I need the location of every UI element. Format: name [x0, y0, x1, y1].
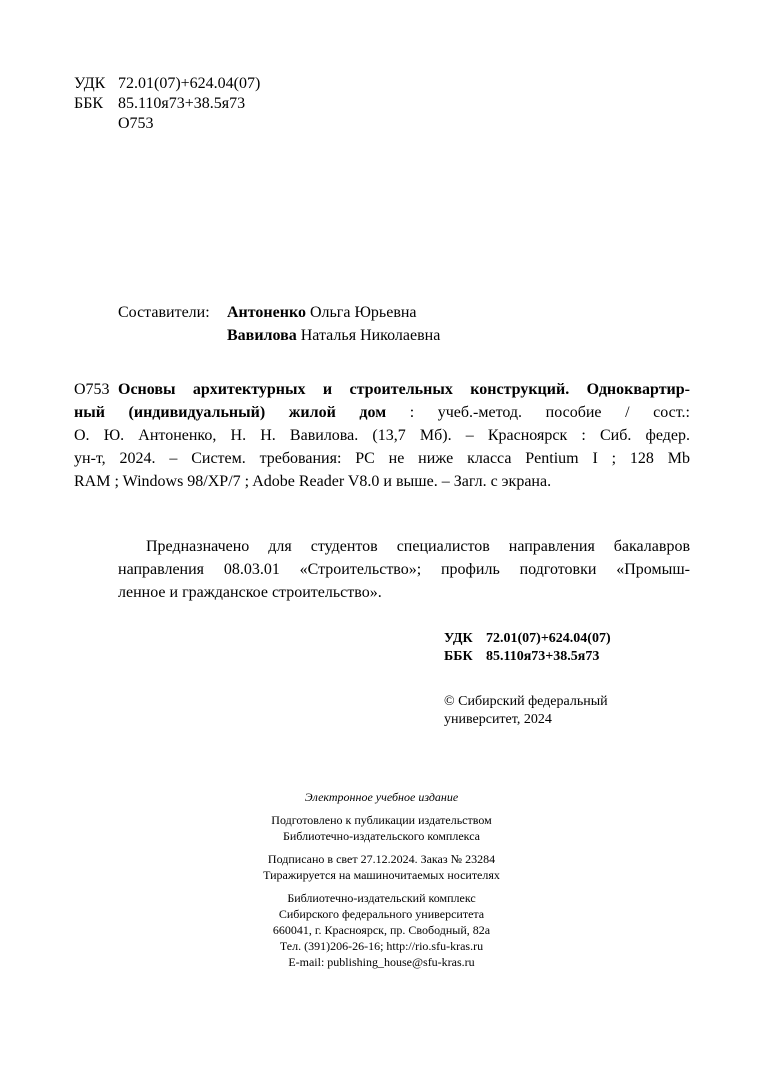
udk-value: 72.01(07)+624.04(07) — [486, 631, 611, 646]
publisher-line: Библиотечно-издательский комплекс — [287, 891, 476, 905]
edition-type: Электронное учебное издание — [304, 790, 459, 804]
bbk-value: 85.110я73+38.5я73 — [486, 649, 600, 664]
copyright-line: университет, 2024 — [444, 712, 552, 727]
bbk-value: 85.110я73+38.5я73 — [118, 95, 246, 112]
compilers-block — [118, 301, 440, 347]
publisher-email: E-mail: publishing_house@sfu-kras.ru — [288, 955, 475, 969]
udk-row — [74, 74, 260, 94]
description-line: ун-т, 2024. – Систем. требования: PC не ниже класса Pentium I ; 128 Mb — [74, 450, 690, 467]
bibliographic-description — [74, 378, 690, 493]
purpose-line: направления 08.03.01 «Строительство»; профиль подготовки «Промыш- — [118, 561, 690, 578]
classification-block — [74, 74, 260, 134]
title-line: Основы архитектурных и строительных конструкций. Одноквартир- — [118, 381, 690, 398]
description-line: RAM ; Windows 98/XP/7 ; Adobe Reader V8.0 и выше. – Загл. с экрана. — [74, 473, 552, 490]
imprint-signed — [0, 851, 763, 883]
udk-label: УДК — [74, 75, 106, 92]
prepared-line: Библиотечно-издательского комплекса — [282, 829, 480, 843]
bbk-label: ББК — [444, 649, 473, 664]
compiler-surname: Вавилова — [227, 327, 297, 344]
copyright-block — [444, 693, 608, 729]
prepared-line: Подготовлено к публикации издательством — [271, 813, 492, 827]
signed-line: Тиражируется на машиночитаемых носителях — [263, 868, 500, 882]
compilers-label: Составители: — [118, 304, 210, 321]
bbk-row-bottom — [444, 648, 611, 666]
copyright-line: © Сибирский федеральный — [444, 694, 608, 709]
compiler-name: Наталья Николаевна — [300, 327, 441, 344]
signed-line: Подписано в свет 27.12.2024. Заказ № 23284 — [267, 852, 496, 866]
author-mark-code: О753 — [74, 381, 110, 398]
publisher-address: 660041, г. Красноярск, пр. Свободный, 82а — [272, 923, 491, 937]
udk-row-bottom — [444, 630, 611, 648]
imprint-publisher — [0, 890, 763, 970]
compiler-row-2 — [118, 324, 440, 347]
author-mark: О753 — [118, 115, 154, 132]
publisher-line: Сибирского федерального университета — [278, 907, 485, 921]
description-line: О. Ю. Антоненко, Н. Н. Вавилова. (13,7 Мб). – Красноярск : Сиб. федер. — [74, 427, 690, 444]
bbk-row — [74, 94, 260, 114]
title-line: ный (индивидуальный) жилой дом : учеб.-метод. пособие / сост.: — [74, 404, 690, 421]
imprint-prepared — [0, 812, 763, 844]
udk-label: УДК — [444, 631, 473, 646]
purpose-paragraph — [118, 535, 690, 604]
classification-bottom — [444, 630, 611, 666]
compiler-name: Ольга Юрьевна — [309, 304, 417, 321]
compiler-surname: Антоненко — [227, 304, 306, 321]
publisher-phone-site: Тел. (391)206-26-16; http://rio.sfu-kras.ru — [279, 939, 484, 953]
purpose-line: ленное и гражданское строительство». — [118, 584, 382, 601]
compiler-row-1 — [118, 301, 440, 324]
purpose-line: Предназначено для студентов специалистов направления бакалавров — [146, 538, 690, 555]
imprint-edition — [0, 789, 763, 805]
udk-value: 72.01(07)+624.04(07) — [118, 75, 261, 92]
bbk-label: ББК — [74, 95, 104, 112]
